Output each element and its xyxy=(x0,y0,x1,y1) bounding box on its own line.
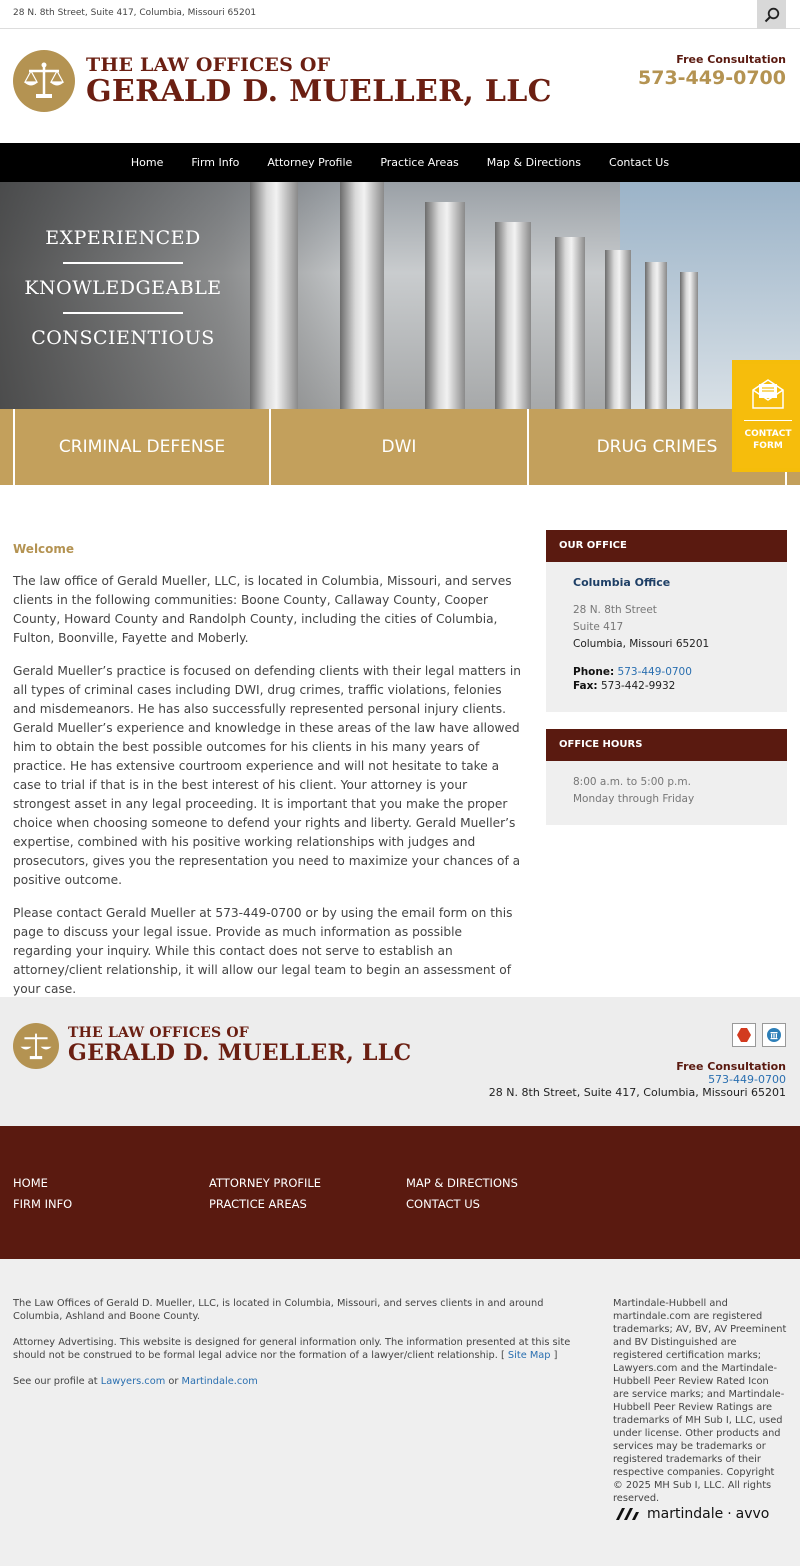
office-phone-link[interactable]: 573-449-0700 xyxy=(617,666,692,678)
nav-contact-us[interactable]: Contact Us xyxy=(609,156,670,169)
practice-box-drug-crimes[interactable]: DRUG CRIMES xyxy=(529,409,785,485)
intro-paragraph: The law office of Gerald Mueller, LLC, is located in Columbia, Missouri, and serves clients in the following communities: Boone County, Callaway County, Cooper County, Howard County and Randolph County, including the cities of Columbia, Fulton, Boonville, Fayette and Moberly. xyxy=(13,574,512,645)
site-map-link[interactable]: Site Map xyxy=(507,1350,551,1361)
footer-nav xyxy=(0,1126,800,1259)
main-nav xyxy=(0,143,800,182)
scales-of-justice-icon xyxy=(13,1023,59,1069)
footer-nav-map-directions[interactable]: MAP & DIRECTIONS xyxy=(406,1176,518,1190)
office-fax: 573-442-9932 xyxy=(600,680,676,692)
footer-consult-label: Free Consultation xyxy=(676,1060,786,1073)
nav-map-directions[interactable]: Map & Directions xyxy=(486,156,582,169)
logo-line1: THE LAW OFFICES OF xyxy=(86,53,331,76)
top-address: 28 N. 8th Street, Suite 417, Columbia, Missouri 65201 xyxy=(13,8,257,18)
hero-banner xyxy=(0,182,800,409)
tagline-word: CONSCIENTIOUS xyxy=(31,327,215,349)
practice-area-boxes xyxy=(0,409,800,486)
main-content xyxy=(13,542,523,1013)
office-suite: Suite 417 xyxy=(573,621,624,633)
martindale-badge-button[interactable] xyxy=(732,1023,756,1047)
martindale-hexagon-icon xyxy=(736,1027,752,1043)
fax-label: Fax: xyxy=(573,680,598,692)
martindale-avvo-logo[interactable] xyxy=(615,1506,769,1522)
site-header xyxy=(0,29,800,143)
envelope-icon xyxy=(751,376,785,410)
footer-address: 28 N. 8th Street, Suite 417, Columbia, Missouri 65201 xyxy=(488,1086,786,1099)
column-pillar xyxy=(555,237,585,409)
practice-box-dwi[interactable]: DWI xyxy=(271,409,527,485)
column-pillar xyxy=(495,222,531,409)
martindale-com-link[interactable]: Martindale.com xyxy=(181,1376,258,1387)
office-card xyxy=(546,562,787,712)
site-logo[interactable] xyxy=(13,50,552,112)
hero-tagline xyxy=(23,227,223,349)
brand-separator: · xyxy=(727,1506,732,1522)
search-icon xyxy=(764,7,780,23)
main-section xyxy=(0,486,800,997)
footer-logo[interactable] xyxy=(13,1023,411,1069)
footer-logo-line2: GERALD D. MUELLER, LLC xyxy=(68,1040,412,1066)
contact-tab-line1: CONTACT xyxy=(744,429,792,439)
footer-nav-attorney-profile[interactable]: ATTORNEY PROFILE xyxy=(209,1176,322,1190)
hours-days: Monday through Friday xyxy=(573,793,695,805)
advertising-disclaimer: Attorney Advertising. This website is designed for general information only. The information presented at this site should not be construed to be formal legal advice nor the formation of a lawyer/client relationship. [ Site Map ] xyxy=(13,1337,571,1361)
nav-home[interactable]: Home xyxy=(130,156,164,169)
lawyers-badge-button[interactable] xyxy=(762,1023,786,1047)
tagline-word: EXPERIENCED xyxy=(45,227,201,249)
scales-of-justice-icon xyxy=(13,50,75,112)
practice-box-partial[interactable] xyxy=(0,409,13,485)
contact-form-tab[interactable] xyxy=(732,360,800,472)
martindale-trademark-notice: Martindale-Hubbell and martindale.com are registered trademarks; AV, BV, AV Preeminent and BV Distinguished are registered certification marks; Lawyers.com and the Martindale-Hubbell Peer Review Rated Icon are service marks; and Martindale-Hubbell Peer Review Ratings are trademarks of MH Sub I, LLC, used under license. Other products and services may be trademarks or registered trademarks of their respective companies. Copyright © 2025 MH Sub I, LLC. All rights reserved. xyxy=(613,1298,787,1504)
column-pillar xyxy=(250,182,298,409)
footer-nav-firm-info[interactable]: FIRM INFO xyxy=(13,1197,73,1211)
sidebar xyxy=(546,530,787,825)
footer-nav-home[interactable]: HOME xyxy=(13,1176,48,1190)
footer-logo-line1: THE LAW OFFICES OF xyxy=(68,1025,249,1041)
top-bar xyxy=(0,0,800,29)
hours-heading: OFFICE HOURS xyxy=(546,729,787,761)
nav-firm-info[interactable]: Firm Info xyxy=(191,156,240,169)
lawyers-building-icon xyxy=(766,1027,782,1043)
contact-paragraph: Please contact Gerald Mueller at 573-449-0700 or by using the email form on this page to discuss your legal issue. Provide as much information as possible regarding your inquiry. While this contact does not serve to establish an attorney/client relationship, it will allow our legal team to begin an assessment of your case. xyxy=(13,906,513,996)
welcome-heading: Welcome xyxy=(13,542,75,556)
footer-disclaimer xyxy=(0,1259,800,1566)
footer-nav-practice-areas[interactable]: PRACTICE AREAS xyxy=(209,1197,307,1211)
header-phone[interactable]: 573-449-0700 xyxy=(638,67,786,89)
logo-line2: GERALD D. MUELLER, LLC xyxy=(86,73,552,109)
lawyers-com-link[interactable]: Lawyers.com xyxy=(100,1376,166,1387)
tagline-word: KNOWLEDGEABLE xyxy=(24,277,222,299)
column-pillar xyxy=(425,202,465,409)
nav-attorney-profile[interactable]: Attorney Profile xyxy=(267,156,353,169)
practice-paragraph: Gerald Mueller’s practice is focused on defending clients with their legal matters in all types of criminal cases including DWI, drug crimes, traffic violations, felonies and misdemeanors. He has also successfully represented personal injury clients. Gerald Mueller’s experience and knowledge in these areas of the law have allowed him to obtain the best possible outcomes for his clients in his many years of practice. He has extensive courtroom experience and will not hesitate to take a case to trial if that is in the best interest of his client. Your attorney is your strongest asset in any legal proceeding. It is important that you make the proper choice when choosing someone to defend your rights and liberty. Gerald Mueller’s expertise, combined with his positive working relationships with judges and prosecutors, gives you the representation you need to maximize your chances of a positive outcome. xyxy=(13,664,521,887)
office-name: Columbia Office xyxy=(573,576,671,589)
contact-tab-line2: FORM xyxy=(753,441,783,451)
office-city: Columbia, Missouri 65201 xyxy=(573,638,710,650)
location-disclaimer: The Law Offices of Gerald D. Mueller, LLC, is located in Columbia, Missouri, and serves clients in and around Columbia, Ashland and Boone County. xyxy=(13,1298,544,1322)
nav-practice-areas[interactable]: Practice Areas xyxy=(380,156,459,169)
office-street: 28 N. 8th Street xyxy=(573,604,657,616)
column-pillar xyxy=(680,272,698,409)
search-button[interactable] xyxy=(757,0,786,29)
free-consultation-label: Free Consultation xyxy=(676,53,786,66)
profile-links: See our profile at Lawyers.com or Martindale.com xyxy=(13,1376,258,1387)
martindale-avvo-mark-icon xyxy=(615,1507,643,1521)
column-pillar xyxy=(340,182,384,409)
phone-label: Phone: xyxy=(573,666,615,678)
office-heading: OUR OFFICE xyxy=(546,530,787,562)
brand-avvo: avvo xyxy=(735,1506,770,1522)
brand-martindale: martindale xyxy=(647,1506,724,1522)
practice-box-criminal-defense[interactable]: CRIMINAL DEFENSE xyxy=(15,409,269,485)
hours-card xyxy=(546,761,787,825)
column-pillar xyxy=(605,250,631,409)
hours-time: 8:00 a.m. to 5:00 p.m. xyxy=(573,776,691,788)
footer-phone-link[interactable]: 573-449-0700 xyxy=(708,1073,786,1086)
footer-logo-band xyxy=(0,997,800,1126)
column-pillar xyxy=(645,262,667,409)
footer-nav-contact-us[interactable]: CONTACT US xyxy=(406,1197,480,1211)
